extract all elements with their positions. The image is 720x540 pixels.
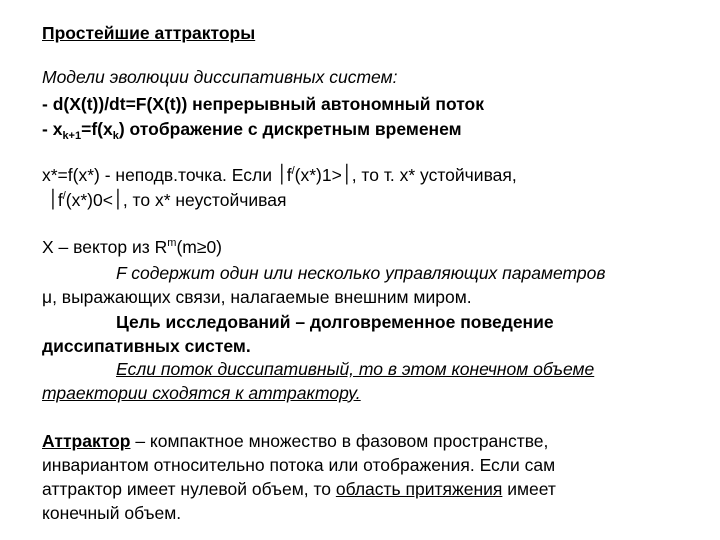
derivative-mark-2: / [62, 190, 66, 202]
vector-line-3: μ, выражающих связи, налагаемые внешним миром. [42, 287, 472, 307]
attractor-line-4: конечный объем. [42, 503, 182, 523]
attractor-line-1 [42, 430, 548, 452]
attractor-def-3a: аттрактор имеет нулевой объем, то [42, 479, 336, 499]
fixed-point-line-2 [48, 189, 286, 211]
attractor-term: Аттрактор [42, 431, 131, 451]
flow-line: - d(X(t))/dt=F(X(t)) непрерывный автономный поток [42, 94, 484, 114]
map-prefix: - x [42, 119, 63, 139]
vector-text-a: X – вектор из R [42, 237, 168, 257]
dissipative-line-1: Если поток диссипативный, то в этом конечном объеме [116, 359, 595, 379]
slide-title: Простейшие аттракторы [42, 23, 256, 43]
map-line [42, 118, 462, 140]
vector-sup-m: m [167, 237, 177, 249]
attractor-def-3b: имеет [502, 479, 556, 499]
map-sub-k: k [112, 130, 119, 142]
goal-line-2: диссипативных систем. [42, 336, 251, 356]
map-suffix: ) отображение с дискретным временем [118, 119, 462, 139]
vector-text-b: (m≥0) [176, 237, 223, 257]
models-heading: Модели эволюции диссипативных систем: [42, 67, 398, 87]
basin-of-attraction-term: область притяжения [335, 479, 503, 499]
vector-line-2: F содержит один или несколько управляющих параметров [116, 263, 606, 283]
dissipative-line-2: траектории сходятся к аттрактору. [42, 383, 361, 403]
vector-line-1 [42, 236, 222, 258]
goal-line-1: Цель исследований – долговременное поведение [116, 312, 554, 332]
fixed-point-text-b: (x*)׀<1, то т. x* устойчивая, [294, 165, 517, 185]
fixed-point-text-a: x*=f(x*) - неподв.точка. Если ׀f [42, 165, 292, 185]
attractor-line-3 [42, 478, 556, 500]
attractor-def-1: – компактное множество в фазовом пространстве, [130, 431, 549, 451]
fixed-point-text-d: (x*)׀>0, то x* неустойчивая [65, 190, 287, 210]
map-mid: =f(x [81, 119, 113, 139]
map-sub-k1: k+1 [62, 130, 82, 142]
fixed-point-text-c: ׀f [48, 190, 63, 210]
attractor-line-2: инвариантом относительно потока или отображения. Если сам [42, 455, 556, 475]
fixed-point-line-1 [42, 164, 517, 186]
derivative-mark: / [291, 165, 295, 177]
